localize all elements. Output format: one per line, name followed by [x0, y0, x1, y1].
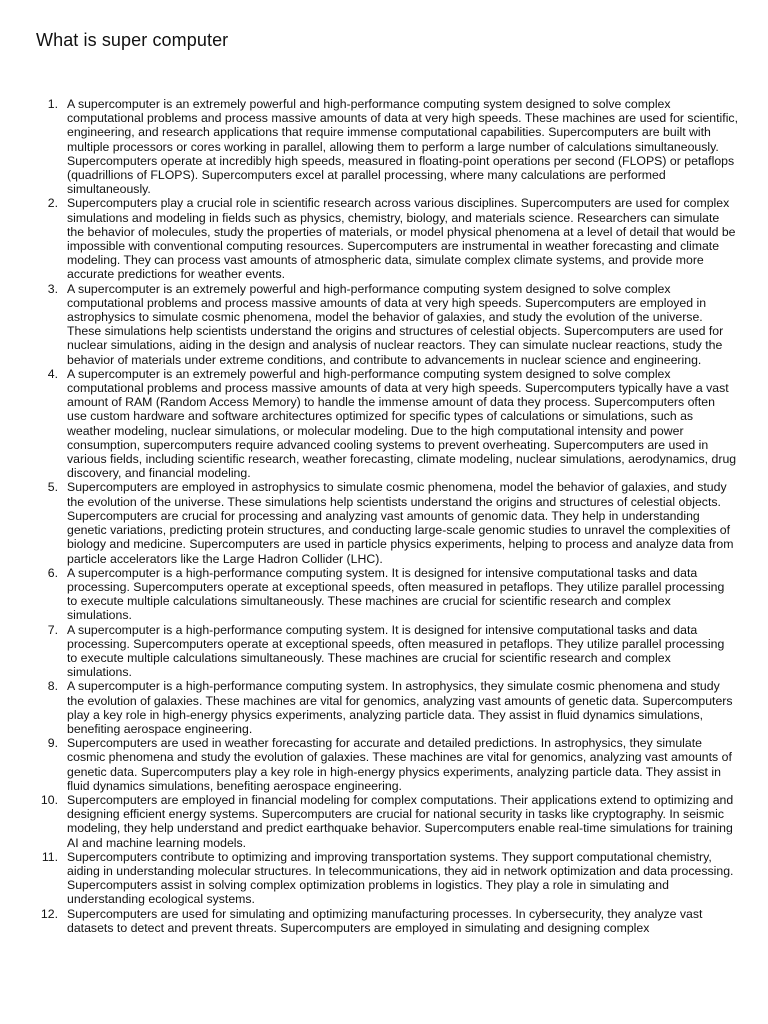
- list-item: [0, 196, 768, 281]
- list-item-number: 4.: [47, 366, 58, 381]
- list-item: [0, 480, 768, 565]
- list-item-number: 9.: [47, 736, 58, 751]
- page-title: What is super computer: [36, 30, 229, 50]
- list-item-number: 3.: [47, 281, 58, 296]
- list-item: [0, 907, 768, 935]
- list-item-number: 5.: [47, 480, 58, 495]
- list-item-text: A supercomputer is an extremely powerful and high-performance computing system designed to solve complex computational problems and process massive amounts of data at very high speeds. Supercomputers typically have a vast amount of RAM (Random Access Memory) to handle the immense amount of data they process. Supercomputers often use custom hardware and software architectures optimized for specific types of calculations or simulations, such as weather modeling, nuclear simulations, or molecular modeling. Due to the high computational intensity and power consumption, supercomputers require advanced cooling systems to prevent overheating. Supercomputers are used in various fields, including scientific research, weather forecasting, climate modeling, nuclear simulations, aerodynamics, drug discovery, and financial modeling.: [67, 366, 737, 481]
- list-item: [0, 679, 768, 736]
- list-item: [0, 367, 768, 481]
- list-item-number: 1.: [47, 97, 58, 111]
- list-item-number: 12.: [40, 906, 58, 921]
- list-item-text: A supercomputer is a high-performance computing system. It is designed for intensive computational tasks and data processing. Supercomputers operate at exceptional speeds, often measured in petaflops. They utilize parallel processing to execute multiple calculations simultaneously. These machines are crucial for scientific research and complex simulations.: [67, 565, 725, 623]
- list-item-number: 2.: [47, 196, 58, 211]
- list-item: [0, 850, 768, 907]
- list-item-number: 8.: [47, 679, 58, 694]
- list-item-text: A supercomputer is a high-performance computing system. In astrophysics, they simulate cosmic phenomena and study the evolution of galaxies. These machines are vital for genomics, analyzing vast amounts of genetic data. Supercomputers play a key role in high-energy physics experiments, analyzing particle data. They assist in fluid dynamics simulations, benefiting aerospace engineering.: [67, 679, 733, 736]
- list-item-text: Supercomputers contribute to optimizing and improving transportation systems. They support computational chemistry, aiding in understanding molecular structures. In telecommunications, they aid in network optimization and data processing. Supercomputers assist in solving complex optimization problems in logistics. They play a role in simulating and understanding ecological systems.: [67, 849, 734, 907]
- list-item-number: 7.: [47, 622, 58, 637]
- list-item-text: Supercomputers are used for simulating and optimizing manufacturing processes. In cybersecurity, they analyze vast datasets to detect and prevent threats. Supercomputers are employed in simulating and designing complex: [67, 906, 703, 935]
- list-item-number: 11.: [41, 849, 58, 864]
- numbered-list: [0, 97, 768, 935]
- list-item-text: Supercomputers are used in weather forecasting for accurate and detailed predictions. In astrophysics, they simulate cosmic phenomena and study the evolution of galaxies. These machines are vital for genomics, analyzing vast amounts of genetic data. Supercomputers play a key role in high-energy physics experiments, analyzing particle data. They assist in fluid dynamics simulations, benefiting aerospace engineering.: [67, 736, 732, 793]
- list-item: [0, 623, 768, 680]
- list-item: [0, 736, 768, 793]
- list-item-text: Supercomputers are employed in astrophysics to simulate cosmic phenomena, model the behavior of galaxies, and study the evolution of the universe. These simulations help scientists understand the origins and structures of celestial objects. Supercomputers are crucial for processing and analyzing vast amounts of genomic data. They help in understanding genetic variations, predicting protein structures, and conducting large-scale genomic studies to unravel the complexities of biology and medicine. Supercomputers are used in particle physics experiments, helping to process and analyze data from particle accelerators like the Large Hadron Collider (LHC).: [67, 480, 734, 566]
- list-item: [0, 97, 768, 196]
- list-item-text: A supercomputer is an extremely powerful and high-performance computing system designed to solve complex computational problems and process massive amounts of data at very high speeds. These machines are used for scientific, engineering, and research applications that require immense computational capabilities. Supercomputers are built with multiple processors or cores working in parallel, allowing them to perform a large number of calculations simultaneously. Supercomputers operate at incredibly high speeds, measured in floating-point operations per second (FLOPS) or petaflops (quadrillions of FLOPS). Supercomputers excel at parallel processing, where many calculations are performed simultaneously.: [67, 97, 738, 197]
- list-item-number: 6.: [47, 565, 58, 580]
- list-item-text: A supercomputer is a high-performance computing system. It is designed for intensive computational tasks and data processing. Supercomputers operate at exceptional speeds, often measured in petaflops. They utilize parallel processing to execute multiple calculations simultaneously. These machines are crucial for scientific research and complex simulations.: [67, 622, 725, 680]
- list-item-text: Supercomputers are employed in financial modeling for complex computations. Their applications extend to optimizing and designing efficient energy systems. Supercomputers are crucial for national security in tasks like cryptography. In seismic modeling, they help understand and predict earthquake behavior. Supercomputers enable real-time simulations for training AI and machine learning models.: [67, 792, 734, 850]
- list-item: [0, 793, 768, 850]
- list-item-number: 10.: [40, 792, 58, 807]
- list-item-text: A supercomputer is an extremely powerful and high-performance computing system designed to solve complex computational problems and process massive amounts of data at very high speeds. Supercomputers are employed in astrophysics to simulate cosmic phenomena, model the behavior of galaxies, and study the evolution of the universe. These simulations help scientists understand the origins and structures of celestial objects. Supercomputers are used for nuclear simulations, aiding in the design and analysis of nuclear reactors. They can simulate nuclear reactions, study the behavior of materials under extreme conditions, and contribute to advancements in nuclear science and engineering.: [67, 281, 724, 367]
- list-item: [0, 282, 768, 367]
- list-item-text: Supercomputers play a crucial role in scientific research across various disciplines. Supercomputers are used for complex simulations and modeling in fields such as physics, chemistry, biology, and materials science. Researchers can simulate the behavior of molecules, study the properties of materials, or model physical phenomena at a level of detail that would be impossible with conventional computing resources. Supercomputers are instrumental in weather forecasting and climate modeling. They can process vast amounts of atmospheric data, simulate complex climate systems, and provide more accurate predictions for weather events.: [67, 196, 736, 282]
- list-item: [0, 566, 768, 623]
